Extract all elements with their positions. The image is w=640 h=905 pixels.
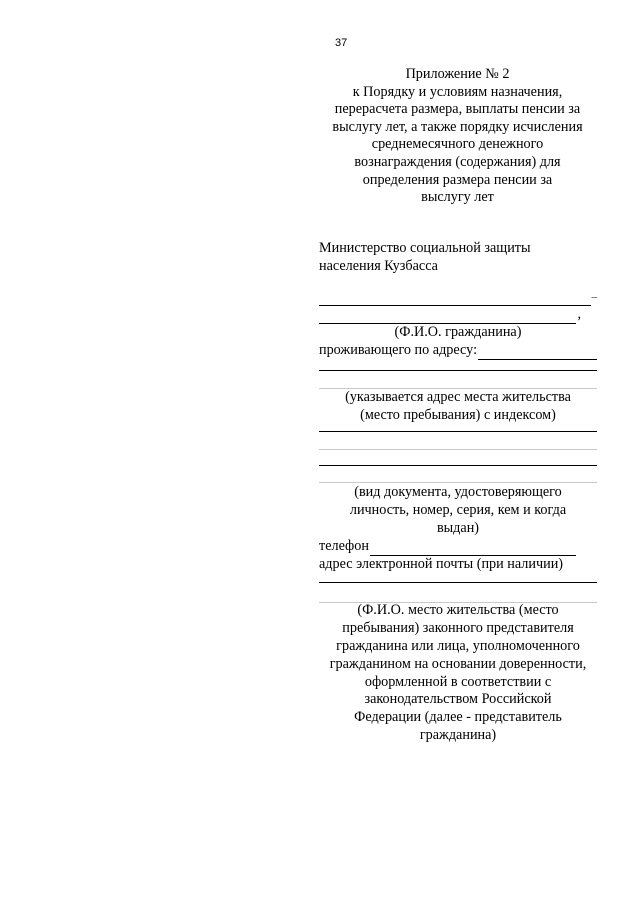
representative-hint: оформленной в соответствии с [364,673,552,690]
appendix-title: Приложение № 2 [405,66,510,82]
addressee-line: населения Кузбасса [319,257,438,274]
page-number: 37 [335,37,348,49]
fio-field-line-2[interactable] [319,306,581,324]
application-form-header [319,240,597,745]
line-trail-comma: , [577,306,581,323]
phone-field[interactable] [319,538,576,556]
representative-hint: (Ф.И.О. место жительства (место [357,602,559,619]
line-trail-dash: – [591,290,597,303]
document-hint: личность, номер, серия, кем и когда [349,502,567,519]
appendix-line: определения размера пенсии за [362,171,553,188]
fio-hint: (Ф.И.О. гражданина) [394,324,522,341]
address-hint: (указывается адрес места жительства [345,388,571,405]
document-hint: (вид документа, удостоверяющего [354,484,562,501]
phone-label: телефон [319,537,369,554]
representative-hint: гражданином на основании доверенности, [329,655,587,672]
email-label: адрес электронной почты (при наличии) [319,555,564,572]
addressee-line: Министерство социальной защиты [319,240,531,256]
document-hint: выдан) [436,519,480,536]
appendix-header [300,66,615,207]
fio-field-line-1[interactable] [319,289,597,307]
appendix-line: к Порядку и условиям назначения, [352,83,563,100]
address-hint: (место пребывания) с индексом) [360,406,556,423]
representative-hint: гражданина) [419,726,497,743]
residence-address-field[interactable] [319,342,597,360]
representative-hint: пребывания) законного представителя [342,620,574,637]
representative-hint: законодательством Российской [364,691,552,708]
representative-hint: Федерации (далее - представитель [354,709,562,726]
appendix-line: перерасчета размера, выплаты пенсии за [334,101,581,118]
appendix-line: среднемесячного денежного [371,136,544,153]
appendix-line: выслугу лет [421,189,494,206]
residing-label: проживающего по адресу: [319,341,478,358]
appendix-line: выслугу лет, а также порядку исчисления [332,118,583,135]
representative-hint: гражданина или лица, уполномоченного [336,637,580,654]
appendix-line: вознаграждения (содержания) для [354,153,561,170]
